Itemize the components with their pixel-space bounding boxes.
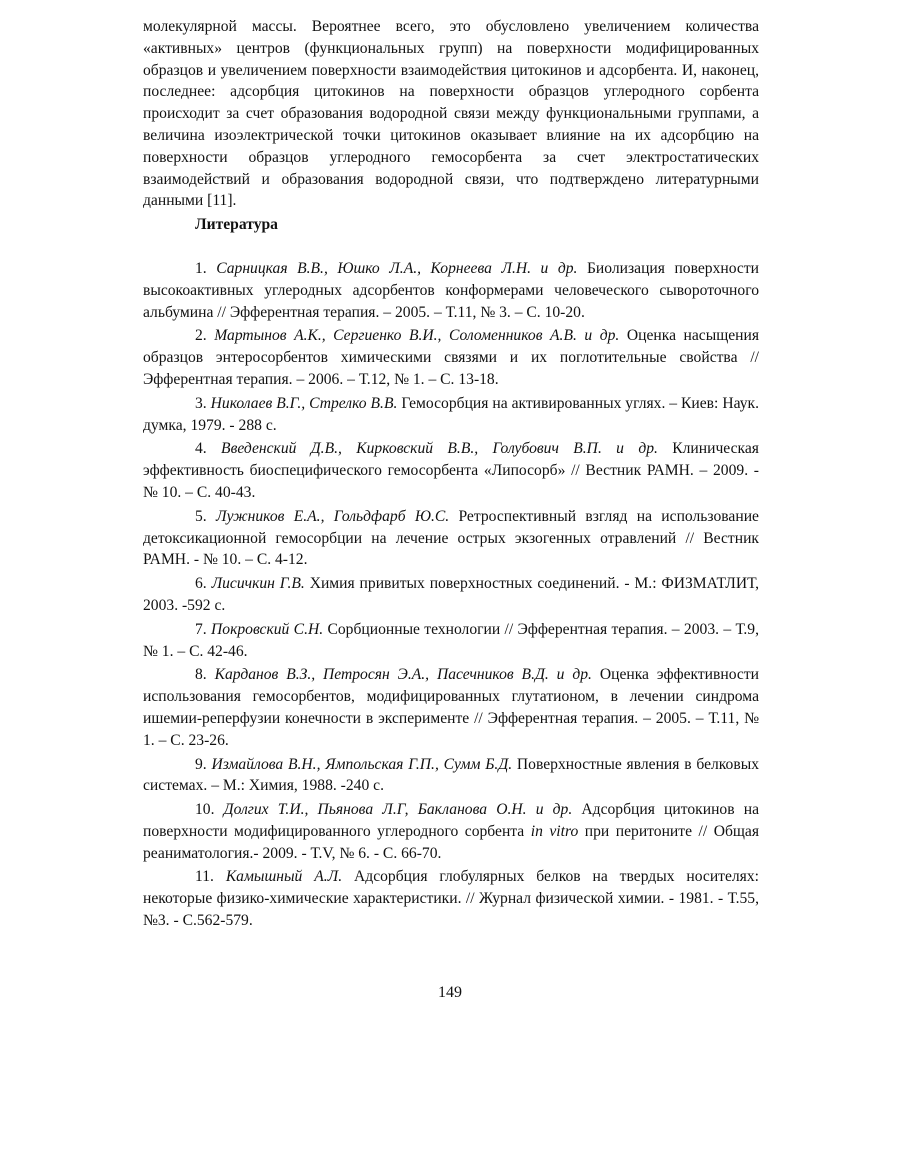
reference-item — [143, 506, 759, 571]
reference-number: 11. — [195, 868, 214, 886]
page-number: 149 — [438, 984, 462, 1001]
reference-text: Оценка насыщения образцов энтеросорбентов химическими связями и их поглотительные свойства // Эфферентная терапия. – 2006. – Т.12, № 1. – С. 13-18. — [143, 327, 759, 388]
reference-item — [143, 799, 759, 864]
reference-item — [143, 866, 759, 931]
text-block — [143, 16, 759, 934]
body-paragraph: молекулярной массы. Вероятнее всего, это обусловлено увеличением количества «активных» центров (функциональных групп) на поверхности модифицированных образцов и увеличением поверхности взаимодействия цитокинов и адсорбента. И, наконец, последнее: адсорбция цитокинов на поверхности образцов углеродного сорбента происходит за счет образования водородной связи между функциональными группами, а величина изоэлектрической точки цитокинов оказывает влияние на их адсорбцию на поверхности образцов углеродного гемосорбента за счет электростатических взаимодействий и образования водородной связи, что подтверждено литературными данными [11]. — [143, 18, 759, 210]
reference-item — [143, 619, 759, 663]
reference-item — [143, 258, 759, 323]
reference-number: 3. — [195, 394, 207, 412]
reference-authors: Сарницкая В.В., Юшко Л.А., Корнеева Л.Н. и др. — [216, 259, 578, 277]
reference-number: 5. — [195, 507, 207, 525]
reference-authors: Мартынов А.К., Сергиенко В.И., Соломенников А.В. и др. — [214, 327, 620, 345]
reference-item — [143, 754, 759, 798]
reference-text: Поверхностные явления в белковых системах. – М.: Химия, 1988. -240 с. — [143, 755, 759, 795]
reference-authors: Николаев В.Г., Стрелко В.В. — [210, 394, 398, 412]
reference-text: Клиническая эффективность биоспецифического гемосорбента «Липосорб» // Вестник РАМН. – 2009. - № 10. – С. 40-43. — [143, 440, 759, 501]
reference-authors: Покровский С.Н. — [211, 620, 324, 638]
reference-text: при перитоните // Общая реаниматология.- 2009. - Т.V, № 6. - С. 66-70. — [143, 822, 759, 862]
reference-item — [143, 573, 759, 617]
reference-item — [143, 438, 759, 503]
reference-text-italic: in vitro — [530, 822, 579, 840]
reference-number: 2. — [195, 327, 207, 345]
reference-number: 1. — [195, 259, 207, 277]
reference-number: 4. — [195, 440, 207, 458]
reference-item — [143, 664, 759, 751]
reference-authors: Введенский Д.В., Кирковский В.В., Голубович В.П. и др. — [221, 440, 658, 458]
reference-authors: Карданов В.З., Петросян Э.А., Пасечников В.Д. и др. — [214, 666, 592, 684]
reference-number: 8. — [195, 666, 207, 684]
reference-authors: Измайлова В.Н., Ямпольская Г.П., Сумм Б.Д. — [211, 755, 513, 773]
references-heading: Литература — [195, 216, 278, 234]
reference-text: Гемосорбция на активированных углях. – Киев: Наук. думка, 1979. - 288 с. — [143, 394, 759, 434]
reference-text: Адсорбция цитокинов на поверхности модифицированного углеродного сорбента — [143, 801, 759, 840]
reference-text: Адсорбция глобулярных белков на твердых носителях: некоторые физико-химические характеристики. // Журнал физической химии. - 1981. - Т.55, №3. - С.562-579. — [143, 868, 759, 930]
references-list — [143, 258, 759, 932]
reference-item — [143, 325, 759, 390]
reference-text: Сорбционные технологии // Эфферентная терапия. – 2003. – Т.9, № 1. – С. 42-46. — [143, 620, 760, 660]
reference-number: 7. — [195, 620, 207, 638]
reference-text: Ретроспективный взгляд на использование детоксикационной гемосорбции на лечение острых экзогенных отравлений // Вестник РАМН. - № 10. – С. 4-12. — [143, 507, 759, 569]
reference-text: Химия привитых поверхностных соединений. - М.: ФИЗМАТЛИТ, 2003. -592 с. — [143, 575, 759, 614]
reference-text: Биолизация поверхности высокоактивных углеродных адсорбентов конформерами человеческого сывороточного альбумина // Эфферентная терапия. – 2005. – Т.11, № 3. – С. 10-20. — [143, 259, 759, 321]
reference-number: 6. — [195, 575, 207, 593]
reference-number: 9. — [195, 755, 207, 773]
reference-authors: Камышный А.Л. — [225, 868, 343, 886]
reference-item — [143, 393, 759, 437]
reference-authors: Долгих Т.И., Пьянова Л.Г, Бакланова О.Н. и др. — [223, 801, 573, 819]
reference-text: Оценка эффективности использования гемосорбентов, модифицированных глутатионом, в лечении синдрома ишемии-реперфузии конечности в эксперименте // Эфферентная терапия. – 2005. – Т.11, № 1. – С. 23-26. — [143, 666, 760, 749]
reference-number: 10. — [195, 801, 215, 819]
reference-authors: Лисичкин Г.В. — [211, 575, 305, 593]
reference-authors: Лужников Е.А., Гольдфарб Ю.С. — [216, 507, 450, 525]
